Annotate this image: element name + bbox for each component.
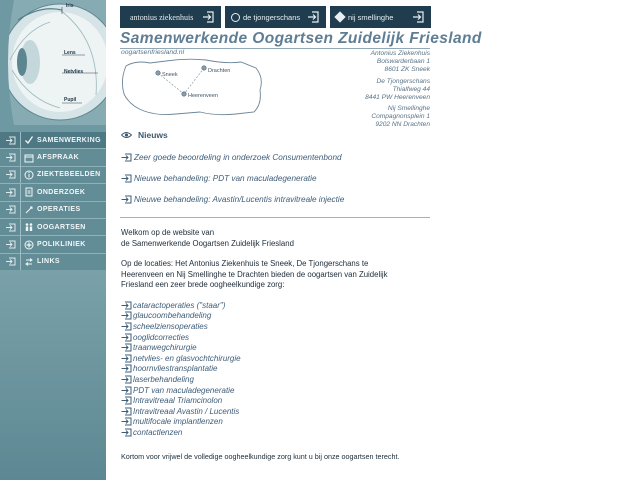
map-label-drachten: Drachten: [208, 68, 231, 74]
arrow-in-icon: [121, 354, 132, 363]
nav-item-afspraak[interactable]: [0, 149, 106, 166]
welcome-text: Welkom op de website van de Samenwerkende Oogartsen Zuidelijk Friesland: [121, 228, 294, 248]
nav-label: OPERATIES: [37, 206, 81, 214]
treatment-link[interactable]: cataractoperaties ("staar"): [121, 300, 241, 311]
arrow-in-icon: [0, 236, 20, 253]
arrow-in-icon: [121, 407, 132, 416]
arrow-in-icon: [121, 301, 132, 310]
arrow-in-icon: [411, 10, 425, 24]
arrow-in-icon: [0, 184, 20, 201]
treatment-link[interactable]: PDT van maculadegeneratie: [121, 385, 241, 396]
document-icon: [21, 184, 37, 201]
friesland-map: [116, 56, 270, 118]
eye-illustration: [0, 0, 106, 125]
nav-item-operaties[interactable]: [0, 202, 106, 219]
map-label-heerenveen: Heerenveen: [188, 93, 218, 99]
divider: [120, 217, 430, 218]
nav-label: ZIEKTEBEELDEN: [37, 171, 101, 179]
partner-name: nij smellinghe: [348, 12, 394, 22]
treatment-link[interactable]: contactlenzen: [121, 427, 241, 438]
nav-item-oogartsen[interactable]: [0, 219, 106, 236]
nav-label: OOGARTSEN: [37, 223, 86, 231]
arrow-in-icon: [0, 149, 20, 166]
eye-label-pupil: Pupil: [64, 97, 77, 103]
eye-icon: [121, 131, 132, 139]
news-link-text: Zeer goede beoordeling in onderzoek Consumentenbond: [134, 153, 342, 162]
news-heading: [121, 130, 168, 140]
news-link-text: Nieuwe behandeling: PDT van maculadegeneratie: [134, 174, 317, 183]
map-label-sneek: Sneek: [162, 72, 178, 78]
arrow-in-icon: [0, 219, 20, 236]
closing-text: Kortom voor vrijwel de volledige oogheelkundige zorg kunt u bij onze oogartsen terecht.: [121, 452, 400, 461]
tjongerschans-logo-icon: [231, 13, 240, 22]
arrow-in-icon: [306, 10, 320, 24]
arrow-in-icon: [0, 253, 20, 270]
eye-label-netvlies: Netvlies: [64, 69, 84, 75]
partner-name: de tjongerschans: [243, 12, 301, 22]
site-domain: oogartsenfriesland.nl: [121, 49, 185, 56]
arrow-in-icon: [121, 417, 132, 426]
arrow-in-icon: [0, 132, 20, 149]
nav-label: SAMENWERKING: [37, 136, 101, 144]
address-smellinghe: Nij Smellinghe Compagnonsplein 1 9202 NN Drachten: [371, 105, 430, 129]
arrow-in-icon: [121, 386, 132, 395]
news-title: Nieuws: [138, 130, 168, 140]
treatment-link[interactable]: laserbehandeling: [121, 374, 241, 385]
nav-label: LINKS: [37, 258, 60, 266]
main-nav: [0, 132, 106, 271]
partner-antonius-button[interactable]: [120, 6, 221, 28]
arrow-in-icon: [121, 428, 132, 437]
arrow-in-icon: [121, 195, 132, 204]
arrow-in-icon: [121, 375, 132, 384]
partner-tjongerschans-button[interactable]: [225, 6, 326, 28]
arrow-in-icon: [121, 343, 132, 352]
nav-label: AFSPRAAK: [37, 154, 80, 162]
arrow-in-icon: [0, 166, 20, 183]
nav-item-links[interactable]: [0, 254, 106, 271]
arrow-in-icon: [121, 322, 132, 331]
treatment-link[interactable]: netvlies- en glasvochtchirurgie: [121, 353, 241, 364]
arrow-in-icon: [0, 201, 20, 218]
checkmark-icon: [21, 132, 37, 149]
treatment-link[interactable]: Intravitreaal Triamcinolon: [121, 395, 241, 406]
treatment-link[interactable]: traanwegchirurgie: [121, 342, 241, 353]
arrow-in-icon: [201, 10, 215, 24]
eye-label-iris: Iris: [66, 3, 74, 9]
arrows-icon: [21, 253, 37, 270]
locations-text: Op de locaties: Het Antonius Ziekenhuis te Sneek, De Tjongerschans te Heerenveen en Nij Smellinghe te Drachten bieden de oogartsen van Zuidelijk Friesland een zeer brede oogheelkundige zorg:: [121, 259, 388, 289]
site-title: Samenwerkende Oogartsen Zuidelijk Friesland: [120, 30, 482, 47]
arrow-in-icon: [121, 396, 132, 405]
news-link-text: Nieuwe behandeling: Avastin/Lucentis intravitreale injectie: [134, 195, 345, 204]
left-sidebar: [0, 0, 106, 480]
treatment-link[interactable]: glaucoombehandeling: [121, 311, 241, 322]
arrow-in-icon: [121, 311, 132, 320]
scalpel-icon: [21, 201, 37, 218]
nav-item-samenwerking[interactable]: [0, 132, 106, 149]
treatment-link[interactable]: scheelziensoperaties: [121, 321, 241, 332]
partner-smellinghe-button[interactable]: [330, 6, 431, 28]
nav-label: POLIKLINIEK: [37, 241, 86, 249]
treatment-link[interactable]: multifocale implantlenzen: [121, 417, 241, 428]
arrow-in-icon: [121, 174, 132, 183]
news-link[interactable]: [121, 153, 342, 162]
nav-item-ziektebeelden[interactable]: [0, 167, 106, 184]
news-link[interactable]: [121, 195, 344, 204]
nav-item-polikliniek[interactable]: [0, 236, 106, 253]
eye-label-lens: Lens: [64, 50, 76, 56]
calendar-icon: [21, 149, 37, 166]
cross-icon: [21, 236, 37, 253]
partner-name: antonius ziekenhuis: [130, 12, 194, 22]
info-icon: [21, 166, 37, 183]
treatment-link[interactable]: Intravitreaal Avastin / Lucentis: [121, 406, 241, 417]
address-antonius: Antonius Ziekenhuis Bolswarderbaan 1 8601 ZK Sneek: [370, 50, 430, 74]
nav-item-onderzoek[interactable]: [0, 184, 106, 201]
treatment-link[interactable]: hoornvliestransplantatie: [121, 364, 241, 375]
sidebar-decoration: [0, 270, 106, 480]
treatment-list: [121, 300, 241, 438]
people-icon: [21, 219, 37, 236]
arrow-in-icon: [121, 153, 132, 162]
news-link[interactable]: [121, 174, 317, 183]
arrow-in-icon: [121, 364, 132, 373]
nav-label: ONDERZOEK: [37, 188, 86, 196]
treatment-link[interactable]: ooglidcorrecties: [121, 332, 241, 343]
arrow-in-icon: [121, 333, 132, 342]
address-tjongerschans: De Tjongerschans Thialfweg 44 8441 PW Heerenveen: [365, 78, 430, 102]
